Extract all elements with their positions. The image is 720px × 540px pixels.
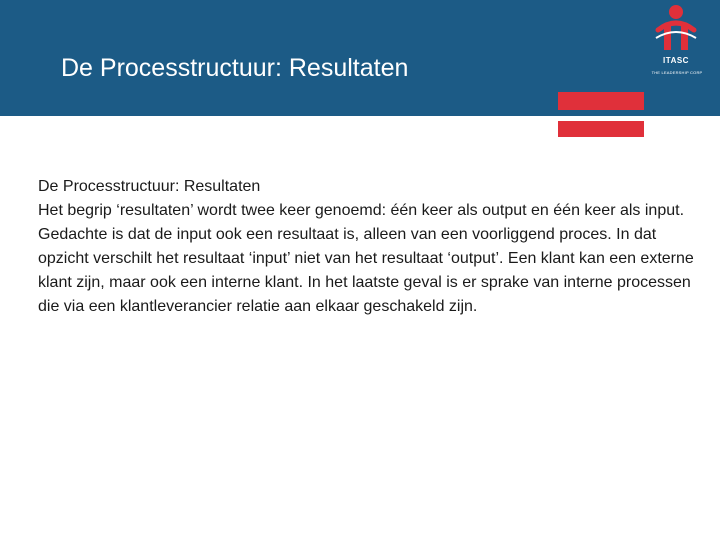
logo-name: ITASC bbox=[663, 56, 689, 65]
slide-content bbox=[38, 175, 698, 319]
accent-bar-top bbox=[558, 92, 644, 110]
content-heading: De Processtructuur: Resultaten bbox=[38, 178, 261, 195]
slide-title: De Processtructuur: Resultaten bbox=[61, 54, 409, 82]
logo-tagline: THE LEADERSHIP CORP bbox=[651, 70, 703, 75]
content-paragraph: Het begrip ‘resultaten’ wordt twee keer genoemd: één keer als output en één keer als input. Gedachte is dat de input ook een resultaat is, alleen van een voorliggend proces. In dat opzicht verschilt het resultaat ‘input’ niet van het resultaat ‘output’. Een klant kan een externe klant zijn, maar ook een interne klant. In het laatste geval is er sprake van interne processen die via een klantleverancier relatie aan elkaar geschakeld zijn. bbox=[38, 202, 694, 315]
itasc-logo bbox=[652, 4, 716, 94]
accent-bar-bottom bbox=[558, 121, 644, 137]
itasc-logo-icon bbox=[652, 4, 700, 54]
